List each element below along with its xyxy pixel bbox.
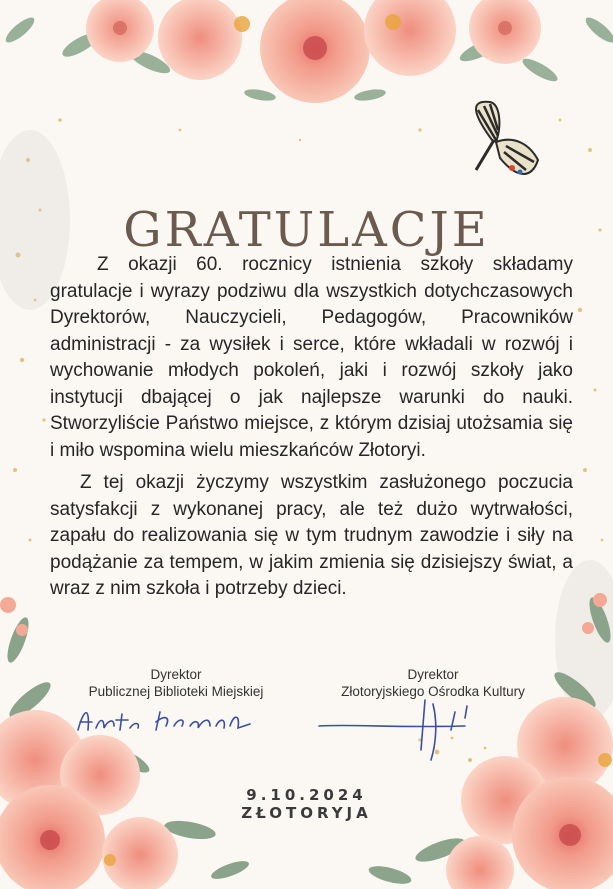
top-flower-garland xyxy=(2,0,613,103)
right-handwritten-signature xyxy=(315,690,485,770)
bottom-left-flower-cluster xyxy=(0,597,251,889)
congratulations-text xyxy=(50,252,573,603)
left-signatory-role: Dyrektor xyxy=(150,667,202,682)
page-title: GRATULACJE xyxy=(123,202,490,259)
paragraph-2: Z tej okazji życzymy wszystkim zasłużonego poczucia satysfakcji z wykonanej pracy, ale też dużo wytrwałości, zapału do realizowania się w tym trudnym zawodzie i siły na podążanie za tempem, w jakim zmienia się dzisiejszy świat, a wraz z nim szkoła i potrzeby dzieci. xyxy=(50,472,573,599)
paragraph-1: Z okazji 60. rocznicy istnienia szkoły składamy gratulacje i wyrazy podziwu dla wszystkich dotychczasowych Dyrektorów, Nauczycieli, Pedagogów, Pracowników administracji - za wysiłek i serce, które wkładali w rozwój i wychowanie młodych pokoleń, jaki i rozwój szkoły jako instytucji dbającej o jak najlepsze warunki do nauki. Stworzyliście Państwo miejsce, z którym dzisiaj utożsamia się i miło wspomina wielu mieszkańców Złotoryi. xyxy=(50,254,573,461)
date: 9.10.2024 xyxy=(246,786,367,804)
right-signatory-role: Dyrektor xyxy=(407,667,459,682)
butterfly-icon xyxy=(476,102,538,175)
left-handwritten-signature xyxy=(70,700,270,740)
left-signatory-institution: Publicznej Biblioteki Miejskiej xyxy=(88,684,264,699)
right-signatory-institution: Złotoryjskiego Ośrodka Kultury xyxy=(341,684,525,699)
left-signature-block xyxy=(58,666,294,700)
city-name: ZŁOTORYJA xyxy=(241,804,372,822)
